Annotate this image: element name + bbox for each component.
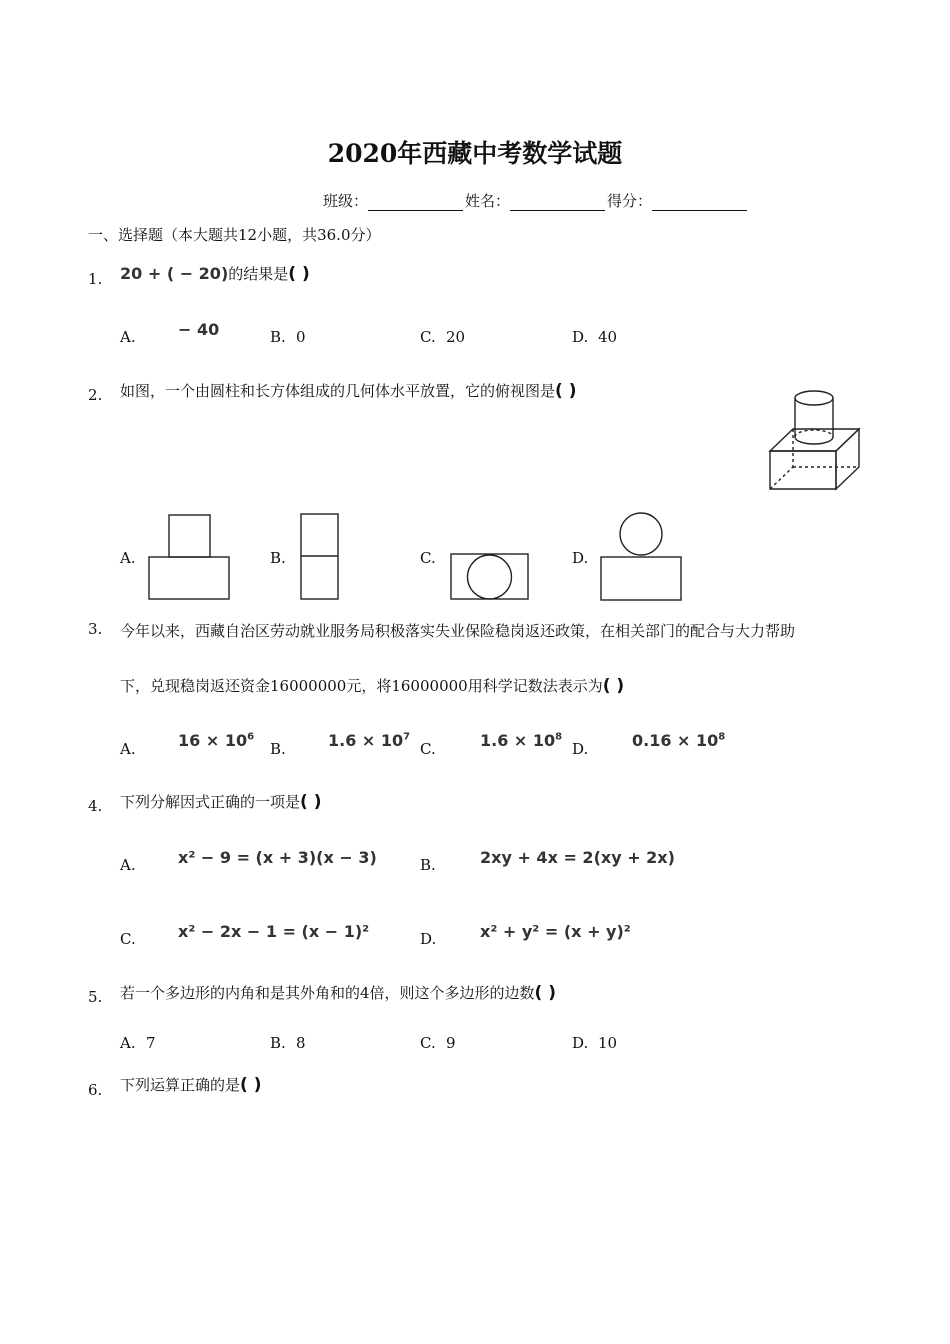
score-blank[interactable] xyxy=(652,196,747,211)
question-6-stem xyxy=(120,1074,261,1095)
option-b-value: 2xy + 4x = 2(xy + 2x) xyxy=(480,848,675,867)
question-3-number: 3. xyxy=(88,620,103,638)
option-a-label: A. xyxy=(120,328,136,346)
option-b-value: $1.6 \times 10^7$ xyxy=(328,731,411,750)
option-b-value: 8 xyxy=(296,1034,306,1052)
question-5-text: 若一个多边形的内角和是其外角和的4倍，则这个多边形的边数 xyxy=(120,984,535,1002)
option-d-figure xyxy=(600,512,684,602)
option-b-label: B. xyxy=(420,856,436,874)
section-heading: 一、选择题（本大题共12小题，共36.0分） xyxy=(88,226,381,244)
question-4-number: 4. xyxy=(88,797,103,815)
answer-paren: ( ) xyxy=(602,676,625,696)
question-6-number: 6. xyxy=(88,1081,103,1099)
question-1-number: 1. xyxy=(88,270,103,288)
question-2-stem xyxy=(120,380,576,401)
answer-paren: ( ) xyxy=(300,792,322,812)
option-a-label: A. xyxy=(120,856,136,874)
option-d-value: $0.16 \times 10^8$ xyxy=(632,731,726,750)
option-d-label: D. xyxy=(572,740,589,758)
option-c-label: C. xyxy=(420,549,436,567)
option-a-figure xyxy=(148,514,230,600)
answer-paren: ( ) xyxy=(555,381,577,401)
option-c-value: 20 xyxy=(446,328,466,346)
question-2-number: 2. xyxy=(88,386,103,404)
option-a-label: A. xyxy=(120,740,136,758)
question-5-number: 5. xyxy=(88,988,103,1006)
option-b-label: B. xyxy=(270,1034,286,1052)
question-1-expr: 20 + ( − 20) xyxy=(120,264,229,283)
option-d-label: D. xyxy=(572,1034,589,1052)
option-b-label: B. xyxy=(270,328,286,346)
option-c-value: $1.6 \times 10^8$ xyxy=(480,731,563,750)
page-title: 2020年西藏中考数学试题 xyxy=(327,139,623,168)
option-d-value: x² + y² = (x + y)² xyxy=(480,922,631,941)
option-d-label: D. xyxy=(420,930,437,948)
answer-paren: ( ) xyxy=(240,1075,262,1095)
option-d-label: D. xyxy=(572,328,589,346)
answer-paren: ( ) xyxy=(288,264,310,284)
question-6-text: 下列运算正确的是 xyxy=(120,1076,241,1094)
option-d-value: 40 xyxy=(598,328,618,346)
option-b-figure xyxy=(300,513,340,600)
question-5-stem xyxy=(120,982,556,1003)
name-label: 姓名： xyxy=(465,192,511,210)
class-blank[interactable] xyxy=(368,196,463,211)
option-c-label: C. xyxy=(420,1034,436,1052)
question-1-text: 的结果是 xyxy=(228,265,289,283)
option-c-figure xyxy=(450,553,530,601)
name-blank[interactable] xyxy=(510,196,605,211)
class-label: 班级： xyxy=(323,192,369,210)
option-c-value: 9 xyxy=(446,1034,456,1052)
question-3-text-line2: 下，兑现稳岗返还资金16000000元，将16000000用科学记数法表示为 xyxy=(120,677,603,695)
option-b-label: B. xyxy=(270,740,286,758)
question-4-stem xyxy=(120,791,321,812)
option-a-value: $16 \times 10^6$ xyxy=(178,731,255,750)
header-info xyxy=(323,190,749,211)
question-1-stem xyxy=(120,263,310,284)
option-a-value: x² − 9 = (x + 3)(x − 3) xyxy=(178,848,377,867)
solid-figure xyxy=(760,385,870,500)
score-label: 得分： xyxy=(607,192,653,210)
answer-paren: ( ) xyxy=(534,983,557,1003)
option-a-value: 7 xyxy=(146,1034,156,1052)
option-d-value: 10 xyxy=(598,1034,618,1052)
option-c-value: x² − 2x − 1 = (x − 1)² xyxy=(178,922,370,941)
option-c-label: C. xyxy=(420,740,436,758)
question-3-text-line1: 今年以来，西藏自治区劳动就业服务局积极落实失业保险稳岗返还政策，在相关部门的配合与大力帮助 xyxy=(120,622,796,640)
question-2-text: 如图，一个由圆柱和长方体组成的几何体水平放置，它的俯视图是 xyxy=(120,382,556,400)
option-a-label: A. xyxy=(120,1034,136,1052)
option-c-label: C. xyxy=(420,328,436,346)
option-b-label: B. xyxy=(270,549,286,567)
option-c-label: C. xyxy=(120,930,136,948)
option-a-label: A. xyxy=(120,549,136,567)
option-b-value: 0 xyxy=(296,328,306,346)
option-a-value: − 40 xyxy=(178,320,220,339)
question-3-stem xyxy=(120,675,624,696)
question-4-text: 下列分解因式正确的一项是 xyxy=(120,793,301,811)
option-d-label: D. xyxy=(572,549,589,567)
